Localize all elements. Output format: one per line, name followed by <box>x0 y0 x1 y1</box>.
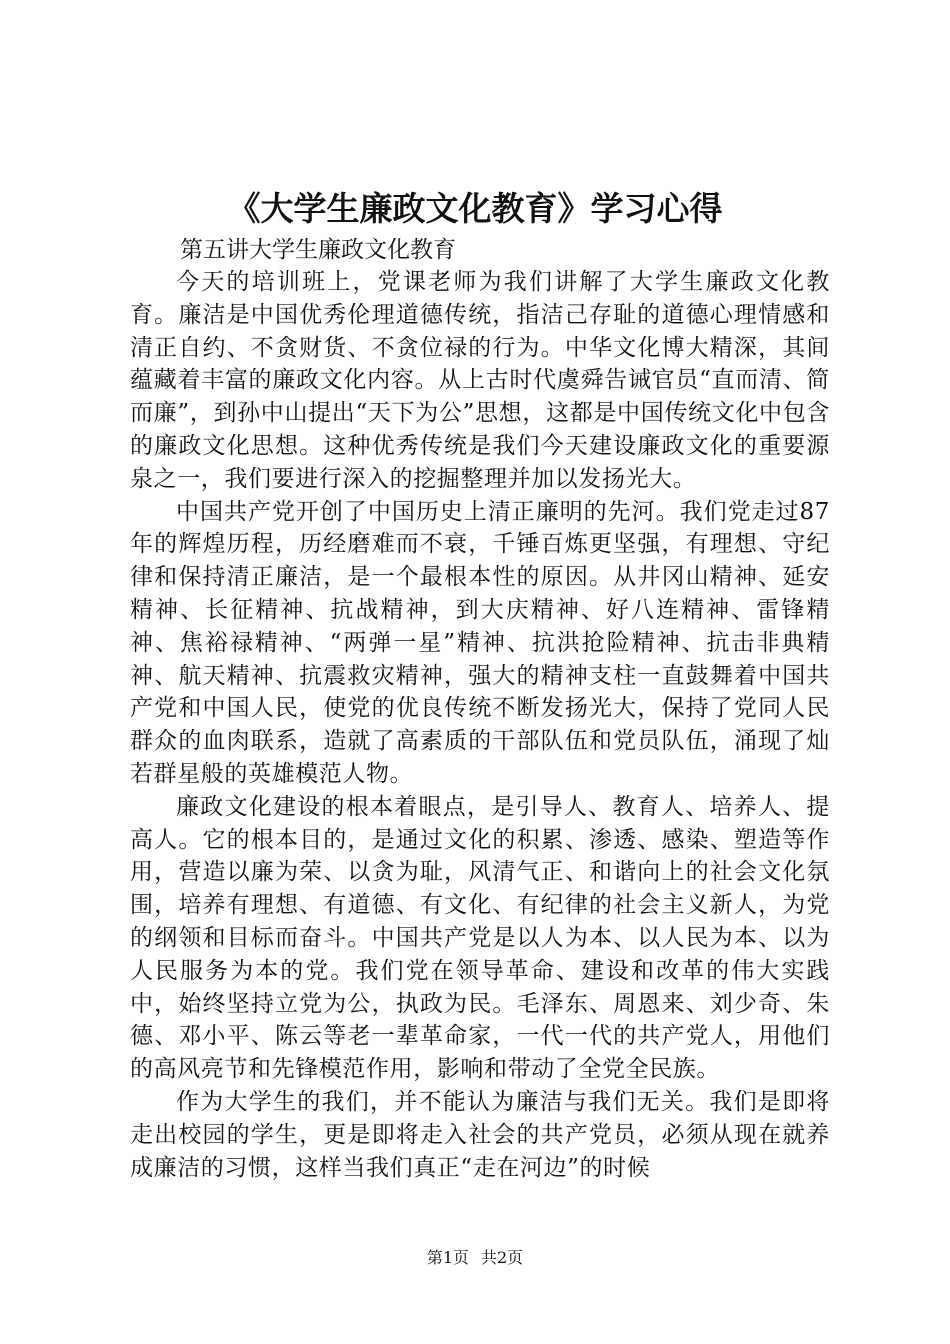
page-total: 共2页 <box>481 1248 524 1267</box>
body-paragraph: 廉政文化建设的根本着眼点，是引导人、教育人、培养人、提高人。它的根本目的，是通过文化的积累、渗透、感染、塑造等作用，营造以廉为荣、以贪为耻，风清气正、和谐向上的社会文化氛围，培养有理想、有道德、有文化、有纪律的社会主义新人，为党的纲领和目标而奋斗。中国共产党是以人为本、以人民为本、以为人民服务为本的党。我们党在领导革命、建设和改革的伟大实践中，始终坚持立党为公，执政为民。毛泽东、周恩来、刘少奇、朱德、邓小平、陈云等老一辈革命家，一代一代的共产党人，用他们的高风亮节和先锋模范作用，影响和带动了全党全民族。 <box>130 793 830 1083</box>
page-footer <box>0 1248 950 1268</box>
document-subtitle: 第五讲大学生廉政文化教育 <box>180 237 456 263</box>
document-title: 《大学生廉政文化教育》学习心得 <box>227 189 723 228</box>
document-body <box>130 266 830 1184</box>
body-paragraph: 今天的培训班上，党课老师为我们讲解了大学生廉政文化教育。廉洁是中国优秀伦理道德传统，指洁己存耻的道德心理情感和清正自约、不贪财货、不贪位禄的行为。中华文化博大精深，其间蕴藏着丰富的廉政文化内容。从上古时代虞舜告诫官员“直而清、简而廉”，到孙中山提出“天下为公”思想，这都是中国传统文化中包含的廉政文化思想。这种优秀传统是我们今天建设廉政文化的重要源泉之一，我们要进行深入的挖掘整理并加以发扬光大。 <box>130 269 830 492</box>
body-paragraph: 作为大学生的我们，并不能认为廉洁与我们无关。我们是即将走出校园的学生，更是即将走入社会的共产党员，必须从现在就养成廉洁的习惯，这样当我们真正“走在河边”的时候 <box>130 1088 830 1181</box>
page-number: 第1页 <box>426 1248 469 1267</box>
body-paragraph: 中国共产党开创了中国历史上清正廉明的先河。我们党走过87年的辉煌历程，历经磨难而不衰，千锤百炼更坚强，有理想、守纪律和保持清正廉洁，是一个最根本性的原因。从井冈山精神、延安精神、长征精神、抗战精神，到大庆精神、好八连精神、雷锋精神、焦裕禄精神、“两弹一星”精神、抗洪抢险精神、抗击非典精神、航天精神、抗震救灾精神，强大的精神支柱一直鼓舞着中国共产党和中国人民，使党的优良传统不断发扬光大，保持了党同人民群众的血肉联系，造就了高素质的干部队伍和党员队伍，涌现了灿若群星般的英雄模范人物。 <box>130 498 830 787</box>
